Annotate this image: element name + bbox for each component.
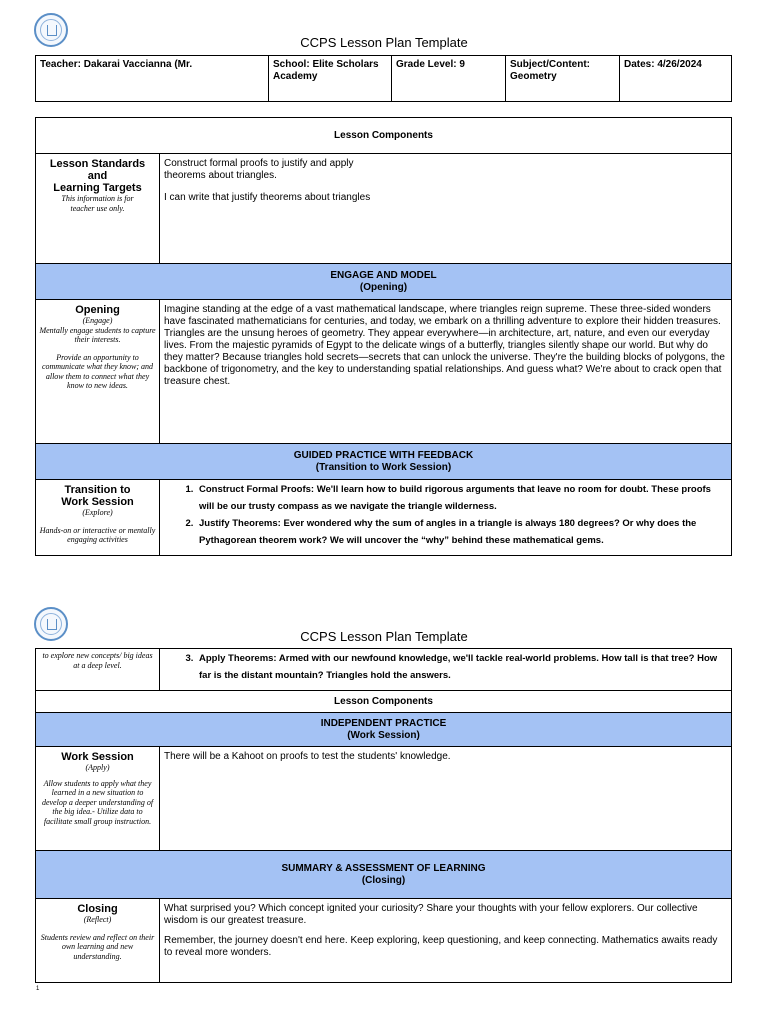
lesson-components-header: Lesson Components	[36, 118, 732, 154]
work-session-sub: (Apply)	[85, 763, 110, 772]
page-number: 1	[36, 986, 40, 992]
closing-text-1: What surprised you? Which concept ignited your curiosity? Share your thoughts with your fellow explorers. Our collective wisdom is our greatest treasure.	[164, 903, 698, 926]
engage-band	[36, 264, 732, 300]
transition-label-cell	[36, 480, 160, 556]
guided-band-title: GUIDED PRACTICE WITH FEEDBACK	[293, 449, 474, 461]
page-2	[0, 600, 768, 1020]
transition-content-cell	[160, 480, 732, 556]
lesson-table-page-1	[35, 117, 732, 556]
engage-band-sub: (Opening)	[359, 281, 408, 293]
continued-content-cell	[160, 649, 732, 691]
closing-content-cell	[160, 899, 732, 983]
grade-cell: Grade Level: 9	[392, 56, 506, 102]
header-table	[35, 55, 732, 102]
guided-practice-band	[36, 444, 732, 480]
transition-steps-list	[164, 481, 727, 549]
summary-band-sub: (Closing)	[361, 874, 406, 886]
transition-steps-list-continued	[164, 650, 727, 684]
dates-cell: Dates: 4/26/2024	[620, 56, 732, 102]
opening-note-2: Provide an opportunity to communicate what they know; and allow them to connect what they know to new ideas.	[41, 352, 154, 390]
standards-label-cell	[36, 154, 160, 264]
engage-band-title: ENGAGE AND MODEL	[330, 269, 437, 281]
continued-note: to explore new concepts/ big ideas at a deep level.	[42, 651, 153, 670]
closing-label-cell	[36, 899, 160, 983]
summary-assessment-band	[36, 851, 732, 899]
summary-band-title: SUMMARY & ASSESSMENT OF LEARNING	[281, 862, 486, 874]
opening-note-1: Mentally engage students to capture their interests.	[39, 325, 156, 344]
opening-text: Imagine standing at the edge of a vast mathematical landscape, where triangles reign supreme. These three-sided wonders have fascinated mathematicians for centuries, and today, we embark on a thrilling adventure to explore their hidden treasures. Triangles are the unsung heroes of geometry. They appear everywhere—in architecture, art, nature, and even our everyday lives. From the majestic pyramids of Egypt to the delicate wings of a butterfly, triangles silently shape our world. But why do they matter? Because triangles hold secrets—secrets that can unlock the universe. They're the building blocks of polygons, the backbone of trigonometry, and the key to understanding spatial relationships. And guess what? We're about to crack open that treasure chest.	[160, 300, 732, 444]
closing-sub: (Reflect)	[83, 915, 112, 924]
list-item: 3. Apply Theorems: Armed with our newfound knowledge, we'll tackle real-world problems. How tall is that tree? How far is the distant mountain? Triangles hold the answers.	[196, 650, 727, 684]
standards-label-2: and	[87, 170, 108, 182]
independent-band-sub: (Work Session)	[347, 729, 420, 741]
standards-label-1: Lesson Standards	[49, 158, 146, 170]
transition-label-1: Transition to	[64, 484, 131, 496]
transition-note: Hands-on or interactive or mentally engaging activities	[39, 525, 156, 544]
list-item: 1. Construct Formal Proofs: We'll learn how to build rigorous arguments that leave no room for doubt. These proofs will be our trusty compass as we navigate the triangle wilderness.	[196, 481, 727, 515]
closing-text-2: Remember, the journey doesn't end here. Keep exploring, keep questioning, and keep connecting. Mathematics awaits ready to reveal more wonders.	[164, 935, 718, 958]
standards-text: Construct formal proofs to justify and apply theorems about triangles.	[164, 158, 354, 181]
closing-label: Closing	[77, 903, 118, 915]
closing-note: Students review and reflect on their own learning and new understanding.	[40, 932, 155, 961]
continued-label-cell	[36, 649, 160, 691]
work-session-text: There will be a Kahoot on proofs to test the students' knowledge.	[160, 747, 732, 851]
opening-label-cell	[36, 300, 160, 444]
standards-label-3: Learning Targets	[53, 182, 142, 194]
opening-sub: (Engage)	[82, 316, 113, 325]
teacher-cell: Teacher: Dakarai Vaccianna (Mr.	[36, 56, 269, 102]
independent-practice-band	[36, 713, 732, 747]
learning-target-text: I can write that justify theorems about triangles	[164, 192, 371, 203]
transition-label-2: Work Session	[61, 496, 134, 508]
standards-content-cell	[160, 154, 732, 264]
opening-label: Opening	[75, 304, 120, 316]
transition-sub: (Explore)	[82, 508, 113, 517]
lesson-table-page-2	[35, 648, 732, 983]
independent-band-title: INDEPENDENT PRACTICE	[320, 717, 447, 729]
work-session-label: Work Session	[61, 751, 134, 763]
lesson-components-header: Lesson Components	[36, 691, 732, 713]
school-cell: School: Elite Scholars Academy	[269, 56, 392, 102]
standards-note: This information is for teacher use only.	[61, 194, 134, 213]
subject-cell: Subject/Content: Geometry	[506, 56, 620, 102]
list-item: 2. Justify Theorems: Ever wondered why the sum of angles in a triangle is always 180 degrees? Or why does the Pythagorean theorem work? We will uncover the “why” behind these mathematical gems.	[196, 515, 727, 549]
work-session-label-cell	[36, 747, 160, 851]
work-session-note: Allow students to apply what they learned in a new situation to develop a deeper understanding of the big idea.- Utilize data to facilitate small group instruction.	[41, 778, 154, 826]
document-title: CCPS Lesson Plan Template	[300, 35, 468, 50]
guided-band-sub: (Transition to Work Session)	[315, 461, 452, 473]
document-title: CCPS Lesson Plan Template	[300, 629, 468, 644]
